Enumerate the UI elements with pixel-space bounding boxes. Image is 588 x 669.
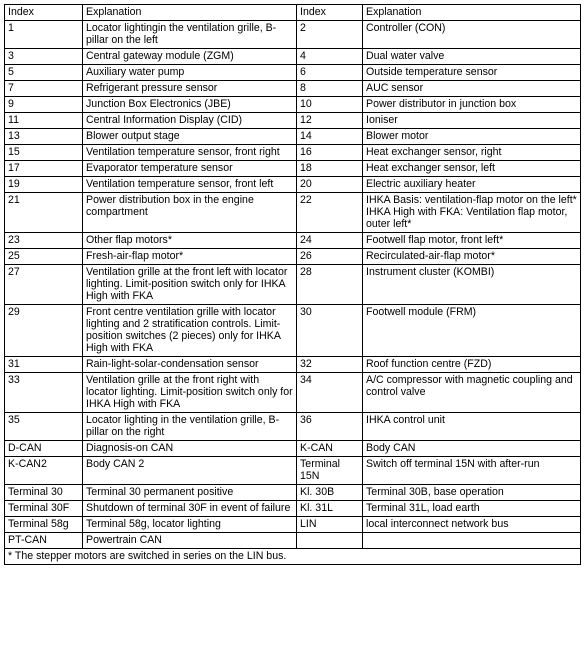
explanation-left-cell: Front centre ventilation grille with locator lighting and 2 stratification controls. Limit-position switches (2 pieces) only for IHKA High with FKA <box>83 305 297 357</box>
index-right-cell: 32 <box>297 357 363 373</box>
index-left-cell: 3 <box>5 49 83 65</box>
table-row <box>5 113 581 129</box>
explanation-right-cell: AUC sensor <box>363 81 581 97</box>
explanation-left-cell: Power distribution box in the engine compartment <box>83 193 297 233</box>
explanation-right-cell: A/C compressor with magnetic coupling and control valve <box>363 373 581 413</box>
table-row <box>5 413 581 441</box>
header-index-left: Index <box>5 5 83 21</box>
explanation-left-cell: Ventilation grille at the front left with locator lighting. Limit-position switch only for IHKA High with FKA <box>83 265 297 305</box>
table-row <box>5 49 581 65</box>
explanation-left-cell: Ventilation temperature sensor, front right <box>83 145 297 161</box>
index-right-cell: 22 <box>297 193 363 233</box>
explanation-right-cell: Controller (CON) <box>363 21 581 49</box>
index-left-cell: Terminal 30 <box>5 485 83 501</box>
explanation-left-cell: Blower output stage <box>83 129 297 145</box>
index-right-cell: 2 <box>297 21 363 49</box>
explanation-left-cell: Fresh-air-flap motor* <box>83 249 297 265</box>
table-row <box>5 485 581 501</box>
index-right-cell: 10 <box>297 97 363 113</box>
explanation-right-cell: Roof function centre (FZD) <box>363 357 581 373</box>
index-right-cell: 8 <box>297 81 363 97</box>
index-left-cell: 7 <box>5 81 83 97</box>
table-row <box>5 357 581 373</box>
index-right-cell: 24 <box>297 233 363 249</box>
index-right-cell: 26 <box>297 249 363 265</box>
index-left-cell: 33 <box>5 373 83 413</box>
explanation-left-cell: Locator lightingin the ventilation grille, B-pillar on the left <box>83 21 297 49</box>
index-left-cell: 13 <box>5 129 83 145</box>
explanation-right-cell: Outside temperature sensor <box>363 65 581 81</box>
index-left-cell: 15 <box>5 145 83 161</box>
explanation-right-cell: Dual water valve <box>363 49 581 65</box>
index-right-cell: Terminal 15N <box>297 457 363 485</box>
explanation-left-cell: Rain-light-solar-condensation sensor <box>83 357 297 373</box>
index-left-cell: 23 <box>5 233 83 249</box>
table-row <box>5 265 581 305</box>
index-left-cell: 29 <box>5 305 83 357</box>
index-left-cell: 21 <box>5 193 83 233</box>
table-row <box>5 457 581 485</box>
explanation-right-cell: Switch off terminal 15N with after-run <box>363 457 581 485</box>
index-left-cell: 17 <box>5 161 83 177</box>
legend-table <box>4 4 581 565</box>
footnote: * The stepper motors are switched in series on the LIN bus. <box>5 549 581 565</box>
header-index-right: Index <box>297 5 363 21</box>
explanation-left-cell: Terminal 58g, locator lighting <box>83 517 297 533</box>
table-row <box>5 517 581 533</box>
explanation-left-cell: Other flap motors* <box>83 233 297 249</box>
index-left-cell: 31 <box>5 357 83 373</box>
explanation-right-cell: IHKA Basis: ventilation-flap motor on the left* IHKA High with FKA: Ventilation flap motor, outer left* <box>363 193 581 233</box>
index-left-cell: 1 <box>5 21 83 49</box>
table-row <box>5 441 581 457</box>
table-row <box>5 161 581 177</box>
explanation-right-cell <box>363 533 581 549</box>
explanation-right-cell: Body CAN <box>363 441 581 457</box>
index-left-cell: PT-CAN <box>5 533 83 549</box>
index-right-cell: 18 <box>297 161 363 177</box>
explanation-left-cell: Refrigerant pressure sensor <box>83 81 297 97</box>
explanation-left-cell: Body CAN 2 <box>83 457 297 485</box>
header-explanation-left: Explanation <box>83 5 297 21</box>
index-left-cell: K-CAN2 <box>5 457 83 485</box>
index-right-cell: 6 <box>297 65 363 81</box>
index-left-cell: 9 <box>5 97 83 113</box>
explanation-right-cell: Ioniser <box>363 113 581 129</box>
explanation-left-cell: Terminal 30 permanent positive <box>83 485 297 501</box>
table-row <box>5 233 581 249</box>
table-row <box>5 501 581 517</box>
index-left-cell: D-CAN <box>5 441 83 457</box>
index-left-cell: 11 <box>5 113 83 129</box>
index-right-cell: 34 <box>297 373 363 413</box>
explanation-right-cell: Heat exchanger sensor, right <box>363 145 581 161</box>
explanation-left-cell: Ventilation temperature sensor, front left <box>83 177 297 193</box>
index-right-cell: 28 <box>297 265 363 305</box>
index-left-cell: Terminal 30F <box>5 501 83 517</box>
index-left-cell: 27 <box>5 265 83 305</box>
table-row <box>5 97 581 113</box>
footnote-row <box>5 549 581 565</box>
index-right-cell: LIN <box>297 517 363 533</box>
table-row <box>5 129 581 145</box>
index-right-cell: 16 <box>297 145 363 161</box>
table-row <box>5 249 581 265</box>
explanation-right-cell: Terminal 30B, base operation <box>363 485 581 501</box>
explanation-right-cell: local interconnect network bus <box>363 517 581 533</box>
header-row <box>5 5 581 21</box>
table-row <box>5 533 581 549</box>
table-row <box>5 65 581 81</box>
explanation-left-cell: Powertrain CAN <box>83 533 297 549</box>
explanation-right-cell: Terminal 31L, load earth <box>363 501 581 517</box>
explanation-left-cell: Auxiliary water pump <box>83 65 297 81</box>
table-row <box>5 81 581 97</box>
explanation-right-cell: Footwell flap motor, front left* <box>363 233 581 249</box>
header-explanation-right: Explanation <box>363 5 581 21</box>
index-right-cell: Kl. 31L <box>297 501 363 517</box>
explanation-right-cell: Electric auxiliary heater <box>363 177 581 193</box>
table-row <box>5 21 581 49</box>
table-row <box>5 373 581 413</box>
index-right-cell: 4 <box>297 49 363 65</box>
index-right-cell: 20 <box>297 177 363 193</box>
table-row <box>5 305 581 357</box>
table-row <box>5 177 581 193</box>
explanation-right-cell: Instrument cluster (KOMBI) <box>363 265 581 305</box>
table-row <box>5 145 581 161</box>
index-right-cell <box>297 533 363 549</box>
explanation-right-cell: Recirculated-air-flap motor* <box>363 249 581 265</box>
table-row <box>5 193 581 233</box>
index-left-cell: 25 <box>5 249 83 265</box>
explanation-right-cell: IHKA control unit <box>363 413 581 441</box>
explanation-left-cell: Shutdown of terminal 30F in event of failure <box>83 501 297 517</box>
index-left-cell: 5 <box>5 65 83 81</box>
explanation-right-cell: Heat exchanger sensor, left <box>363 161 581 177</box>
explanation-right-cell: Blower motor <box>363 129 581 145</box>
index-left-cell: Terminal 58g <box>5 517 83 533</box>
index-right-cell: K-CAN <box>297 441 363 457</box>
index-right-cell: 14 <box>297 129 363 145</box>
index-left-cell: 35 <box>5 413 83 441</box>
index-left-cell: 19 <box>5 177 83 193</box>
index-right-cell: Kl. 30B <box>297 485 363 501</box>
explanation-left-cell: Diagnosis-on CAN <box>83 441 297 457</box>
explanation-right-cell: Power distributor in junction box <box>363 97 581 113</box>
explanation-left-cell: Central gateway module (ZGM) <box>83 49 297 65</box>
explanation-right-cell: Footwell module (FRM) <box>363 305 581 357</box>
explanation-left-cell: Junction Box Electronics (JBE) <box>83 97 297 113</box>
index-right-cell: 30 <box>297 305 363 357</box>
explanation-left-cell: Evaporator temperature sensor <box>83 161 297 177</box>
explanation-left-cell: Ventilation grille at the front right with locator lighting. Limit-position switch only for IHKA High with FKA <box>83 373 297 413</box>
explanation-left-cell: Locator lighting in the ventilation grille, B-pillar on the right <box>83 413 297 441</box>
index-right-cell: 36 <box>297 413 363 441</box>
explanation-left-cell: Central Information Display (CID) <box>83 113 297 129</box>
index-right-cell: 12 <box>297 113 363 129</box>
